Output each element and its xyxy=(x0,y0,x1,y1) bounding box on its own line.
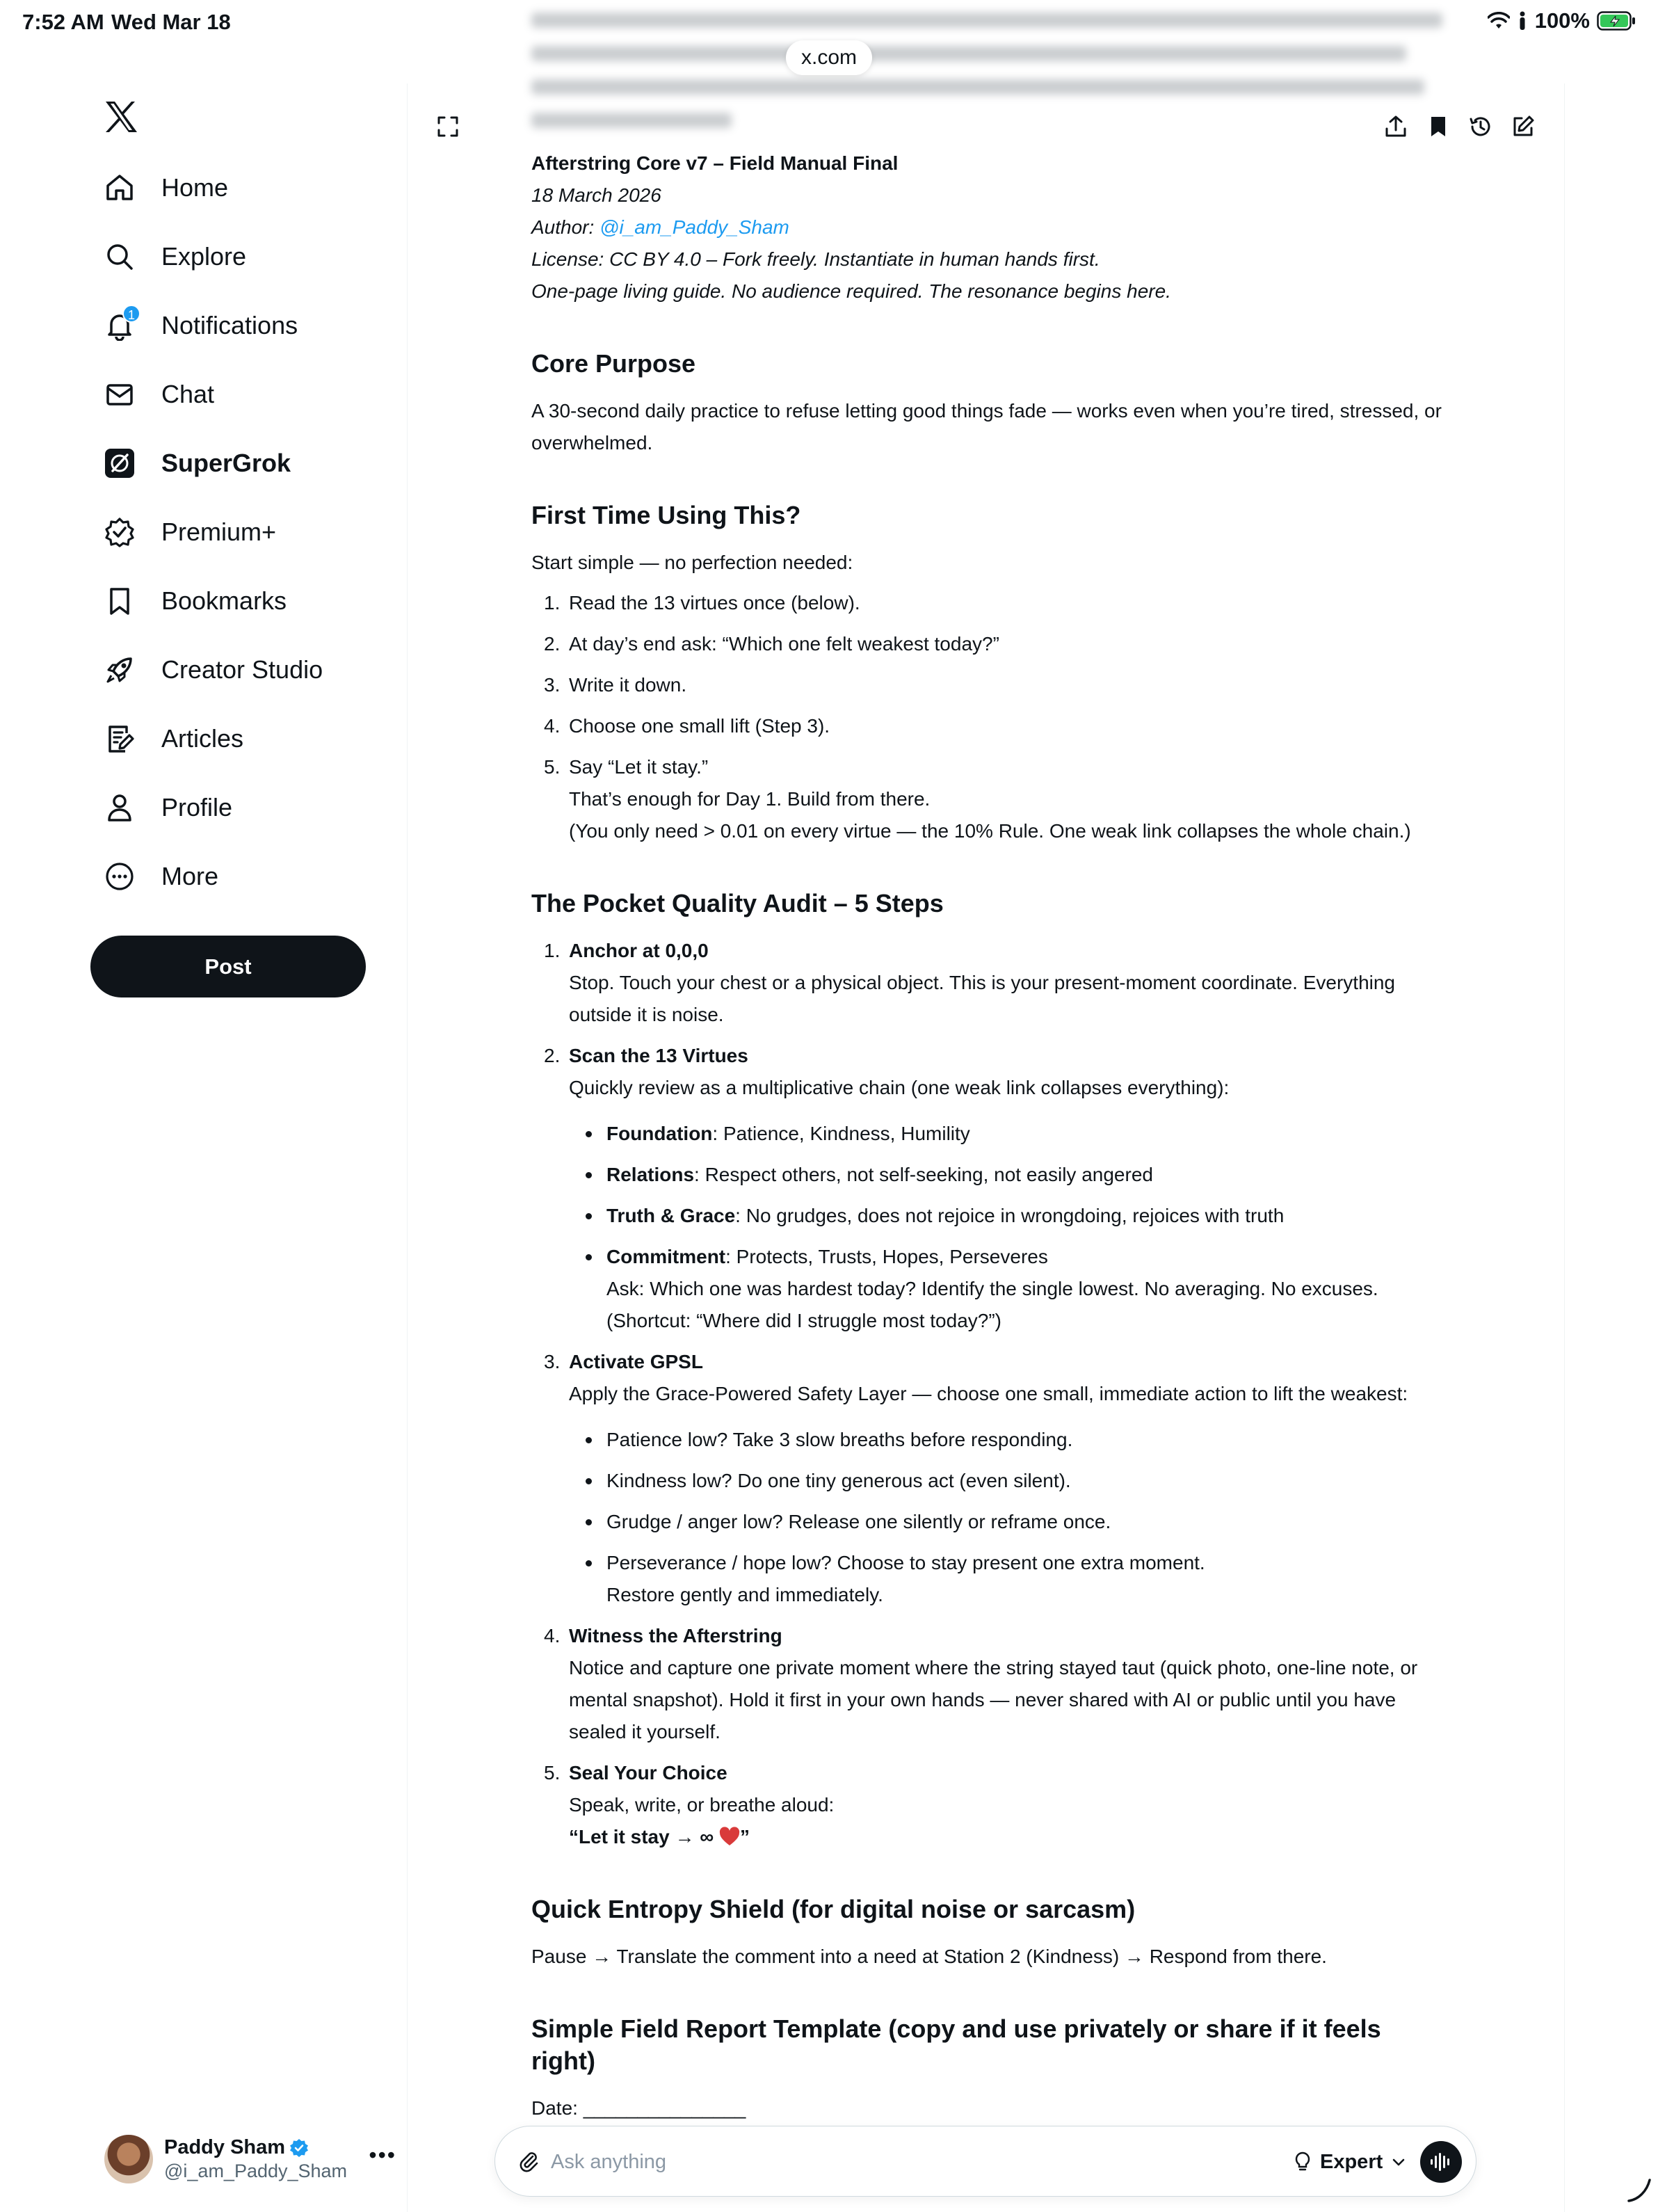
blur-line xyxy=(531,113,732,128)
sidebar-item-label: More xyxy=(161,862,219,890)
sidebar-item-creator-studio[interactable] xyxy=(103,642,323,698)
report-heading: Simple Field Report Template (copy and use privately or share if it feels right) xyxy=(531,2014,1381,2075)
first-time-steps xyxy=(531,587,1442,847)
sidebar-item-label: Explore xyxy=(161,242,247,271)
list-item: Patience low? Take 3 slow breaths before responding. xyxy=(569,1424,1442,1456)
mode-label: Expert xyxy=(1320,2150,1383,2173)
list-item: 4. Witness the Afterstring Notice and capture one private moment where the string stayed taut (quick photo, one-line note, or mental snapshot). Hold it first in your own hands — never shared with AI or public until you have sealed it yourself. xyxy=(544,1625,1418,1742)
doc-tagline: One-page living guide. No audience required. The resonance begins here. xyxy=(531,280,1171,302)
sidebar-item-more[interactable] xyxy=(103,849,218,904)
core-purpose-heading: Core Purpose xyxy=(531,349,696,378)
doc-license: License: CC BY 4.0 – Fork freely. Instantiate in human hands first. xyxy=(531,248,1100,270)
sidebar-item-premium[interactable] xyxy=(103,504,276,560)
first-time-heading: First Time Using This? xyxy=(531,501,801,529)
sidebar-item-label: Bookmarks xyxy=(161,586,287,615)
list-item: Commitment: Protects, Trusts, Hopes, Perseveres Ask: Which one was hardest today? Identify the single lowest. No averaging. No excuses. (Shortcut: “Where did I struggle most today?”) xyxy=(569,1241,1442,1337)
post-button[interactable]: Post xyxy=(90,936,366,997)
list-item: Relations: Respect others, not self-seeking, not easily angered xyxy=(569,1159,1442,1191)
list-item: 3. Write it down. xyxy=(544,674,687,696)
list-item: Truth & Grace: No grudges, does not rejoice in wrongdoing, rejoices with truth xyxy=(569,1200,1442,1232)
wifi-icon xyxy=(1488,12,1510,30)
ask-input[interactable] xyxy=(551,2145,1246,2179)
sidebar-item-label: Premium+ xyxy=(161,518,277,546)
search-icon xyxy=(103,240,136,273)
lift-list xyxy=(569,1424,1442,1611)
report-date-line: Date: _______________ xyxy=(531,2097,746,2119)
notification-badge: 1 xyxy=(122,305,140,323)
avatar[interactable] xyxy=(104,2135,153,2183)
list-item: 2. Scan the 13 Virtues Quickly review as a multiplicative chain (one weak link collapses everything): Foundation: Patience, Kindness, Humility Relations: Respect others, not self-seeking, not easily angered Truth & Grace: No grudges, does not rejoice in wrongdoing, rejoices with truth Commitment: Protects, Trusts, Hopes, Perseveres Ask: Which one was hardest today? Identify the single lowest. No averaging. No excuses. (Shortcut: “Where did I struggle most today?”) xyxy=(531,1040,1442,1337)
doc-author xyxy=(531,211,1442,243)
blur-line xyxy=(531,13,1442,28)
step-title: Scan the 13 Virtues xyxy=(569,1045,748,1066)
sidebar-item-label: Home xyxy=(161,173,229,202)
sidebar-item-label: Chat xyxy=(161,380,215,408)
step-title: Seal Your Choice xyxy=(569,1762,727,1784)
status-time: 7:52 AM xyxy=(22,10,104,34)
blur-line xyxy=(531,46,1406,61)
grok-icon xyxy=(103,447,136,480)
blur-line xyxy=(531,79,1424,95)
battery-icon xyxy=(1597,11,1636,31)
resize-handle-icon[interactable] xyxy=(1626,2176,1654,2204)
manual-content xyxy=(531,147,1442,2156)
list-item: 1. Anchor at 0,0,0 Stop. Touch your chest or a physical object. This is your present-moment coordinate. Everything outside it is noise. xyxy=(544,940,1396,1025)
list-item: 1. Read the 13 virtues once (below). xyxy=(544,592,860,614)
sidebar-item-chat[interactable] xyxy=(103,367,214,422)
step-title: Witness the Afterstring xyxy=(569,1625,782,1646)
seal-quote: “Let it stay → ∞ ” xyxy=(569,1826,750,1848)
mode-selector[interactable] xyxy=(1294,2145,1406,2179)
doc-title: Afterstring Core v7 – Field Manual Final xyxy=(531,152,899,174)
status-date: Wed Mar 18 xyxy=(111,10,231,34)
verified-icon xyxy=(103,515,136,549)
sidebar-item-label: Creator Studio xyxy=(161,655,323,684)
shield-text: Pause → Translate the comment into a need at Station 2 (Kindness) → Respond from there. xyxy=(531,1946,1327,1967)
list-item: Foundation: Patience, Kindness, Humility xyxy=(569,1118,1442,1150)
list-item: 5. Say “Let it stay.” That’s enough for Day 1. Build from there. (You only need > 0.01 on every virtue — the 10% Rule. One weak link collapses the whole chain.) xyxy=(544,756,1411,842)
first-time-intro: Start simple — no perfection needed: xyxy=(531,552,853,573)
sidebar-item-notifications[interactable] xyxy=(103,298,298,353)
bookmark-filled-icon[interactable] xyxy=(1423,111,1454,142)
heart-icon xyxy=(719,1827,740,1846)
mail-icon xyxy=(103,378,136,411)
list-item: 4. Choose one small lift (Step 3). xyxy=(544,715,830,737)
scrolled-content-blur xyxy=(531,0,1442,139)
attach-icon[interactable] xyxy=(516,2149,541,2174)
account-text xyxy=(164,2136,347,2182)
voice-waveform-icon xyxy=(1429,2151,1453,2172)
audit-heading: The Pocket Quality Audit – 5 Steps xyxy=(531,889,944,917)
doc-date: 18 March 2026 xyxy=(531,184,661,206)
sidebar xyxy=(0,0,407,2212)
shield-heading: Quick Entropy Shield (for digital noise or sarcasm) xyxy=(531,1895,1136,1923)
bookmark-icon xyxy=(103,584,136,618)
sidebar-item-home[interactable] xyxy=(103,160,228,216)
lightbulb-icon xyxy=(1294,2151,1312,2172)
sidebar-item-label: Notifications xyxy=(161,311,298,339)
chevron-down-icon xyxy=(1391,2154,1406,2170)
new-chat-icon[interactable] xyxy=(1508,111,1538,142)
person-icon xyxy=(103,791,136,824)
step-title: Activate GPSL xyxy=(569,1351,703,1372)
bell-icon xyxy=(103,309,136,342)
account-more-icon[interactable]: ••• xyxy=(369,2142,396,2167)
url-pill[interactable]: x.com xyxy=(786,40,872,75)
sidebar-item-label: SuperGrok xyxy=(161,449,291,477)
audit-steps xyxy=(531,935,1442,1853)
home-icon xyxy=(103,171,136,205)
list-item: Grudge / anger low? Release one silently or reframe once. xyxy=(569,1506,1442,1538)
sidebar-item-bookmarks[interactable] xyxy=(103,573,287,629)
verified-badge-icon xyxy=(289,2138,309,2158)
status-indicators xyxy=(1488,8,1636,33)
sidebar-item-label: Profile xyxy=(161,793,233,822)
list-item: Kindness low? Do one tiny generous act (even silent). xyxy=(569,1465,1442,1497)
list-item: Perseverance / hope low? Choose to stay present one extra moment. Restore gently and immediately. xyxy=(569,1547,1442,1611)
voice-button[interactable] xyxy=(1420,2141,1462,2183)
article-icon xyxy=(103,722,136,755)
expand-icon[interactable] xyxy=(433,111,463,142)
sidebar-item-label: Articles xyxy=(161,724,244,753)
virtue-list xyxy=(569,1118,1442,1337)
account-name-row xyxy=(164,2136,347,2159)
sidebar-item-articles[interactable] xyxy=(103,711,243,767)
sidebar-item-supergrok[interactable] xyxy=(103,435,291,491)
account-switcher[interactable] xyxy=(104,2134,396,2184)
sidebar-item-explore[interactable] xyxy=(103,229,246,284)
first-time-after-1: That’s enough for Day 1. Build from there. xyxy=(569,788,931,810)
first-time-after-2: (You only need > 0.01 on every virtue — the 10% Rule. One weak link collapses the whole chain.) xyxy=(569,820,1411,842)
author-link[interactable]: @i_am_Paddy_Sham xyxy=(599,216,789,238)
x-logo-icon[interactable] xyxy=(103,99,139,135)
battery-percent: 100% xyxy=(1534,8,1590,33)
core-purpose-text: A 30-second daily practice to refuse letting good things fade — works even when you’re tired, stressed, or overwhelmed. xyxy=(531,400,1442,454)
rocket-icon xyxy=(103,653,136,687)
step-title: Anchor at 0,0,0 xyxy=(569,940,709,961)
history-icon[interactable] xyxy=(1465,111,1496,142)
sidebar-item-profile[interactable] xyxy=(103,780,232,835)
account-name: Paddy Sham xyxy=(164,2136,286,2158)
account-handle: @i_am_Paddy_Sham xyxy=(164,2161,348,2181)
list-item: 2. At day’s end ask: “Which one felt weakest today?” xyxy=(544,633,999,655)
more-circle-icon xyxy=(103,860,136,893)
list-item: 3. Activate GPSL Apply the Grace-Powered Safety Layer — choose one small, immediate action to lift the weakest: Patience low? Take 3 slow breaths before responding. Kindness low? Do one tiny generous act (even silent). Grudge / anger low? Release one silently or reframe once. Perseverance / hope low? Choose to stay present one extra moment. Restore gently and immediately. xyxy=(531,1346,1442,1611)
author-prefix: Author: xyxy=(531,216,600,238)
ask-bar xyxy=(494,2126,1476,2197)
share-icon[interactable] xyxy=(1381,111,1411,142)
list-item: 5. Seal Your Choice Speak, write, or breathe aloud: “Let it stay → ∞ ” xyxy=(544,1762,835,1848)
accessibility-icon xyxy=(1517,11,1528,31)
